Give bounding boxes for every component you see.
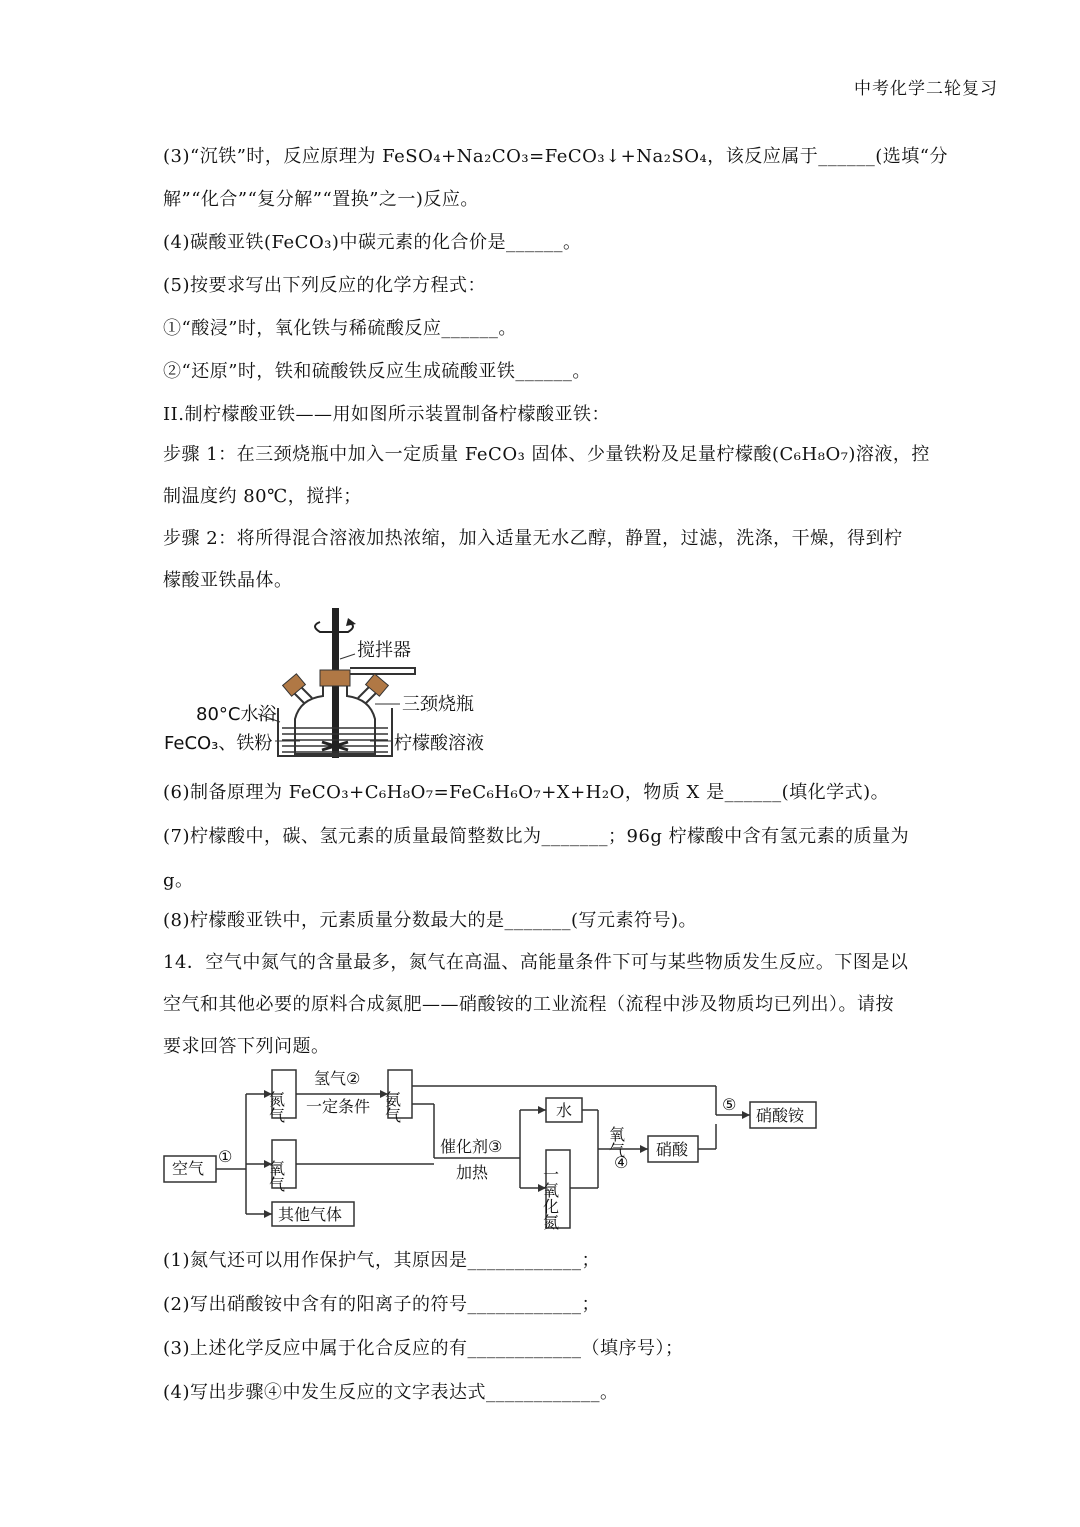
q5-2-line: ②“还原”时，铁和硫酸铁反应生成硫酸亚铁______。 (163, 361, 591, 382)
q7-line-b: g。 (163, 870, 194, 891)
q14-line-b: 空气和其他必要的原料合成氮肥——硝酸铵的工业流程（流程中涉及物质均已列出）。请按 (163, 994, 894, 1015)
step5-label: ⑤ (722, 1095, 737, 1114)
top-stopper (320, 670, 350, 686)
air-label: 空气 (172, 1159, 205, 1178)
stirrer-label: 搅拌器 (357, 640, 411, 661)
o2-label: 氧气 (606, 1126, 626, 1158)
oxygen-label: 氧气 (266, 1160, 286, 1192)
condition-label: 一定条件 (306, 1097, 371, 1116)
q5-line: (5)按要求写出下列反应的化学方程式： (163, 275, 486, 296)
flask-label: 三颈烧瓶 (402, 694, 474, 715)
q14-line-c: 要求回答下列问题。 (163, 1036, 330, 1057)
step1-label: ① (218, 1147, 233, 1166)
ammonia-label: 氨气 (382, 1091, 402, 1123)
no-label: 一氧化氮 (540, 1166, 560, 1230)
other-gas-label: 其他气体 (278, 1205, 343, 1224)
q3-line-b: 解”“化合”“复分解”“置换”之一)反应。 (163, 189, 479, 210)
bath-label: 80°C水浴 (196, 704, 277, 725)
q7-line-a: (7)柠檬酸中，碳、氢元素的质量最简整数比为_______；96g 柠檬酸中含有氢元素的质量为 (163, 826, 910, 847)
q3-line-a: (3)“沉铁”时，反应原理为 FeSO₄+Na₂CO₃=FeCO₃↓+Na₂SO₄，该反应属于______(选填“分 (163, 146, 948, 167)
solids-label: FeCO₃、铁粉 (164, 733, 273, 754)
process-flowchart (160, 1064, 830, 1236)
q14-line-a: 14．空气中氮气的含量最多，氮气在高温、高能量条件下可与某些物质发生反应。下图是以 (163, 952, 909, 973)
sub3-line: (3)上述化学反应中属于化合反应的有____________（填序号）； (163, 1338, 684, 1359)
sub2-line: (2)写出硝酸铵中含有的阳离子的符号____________； (163, 1294, 600, 1315)
part2-heading: II.制柠檬酸亚铁——用如图所示装置制备柠檬酸亚铁： (163, 404, 610, 425)
header-title: 中考化学二轮复习 (854, 79, 998, 99)
nitric-label: 硝酸 (656, 1140, 689, 1159)
step2-line-b: 檬酸亚铁晶体。 (163, 570, 293, 591)
water-label: 水 (556, 1101, 573, 1120)
step1-line-b: 制温度约 80℃，搅拌； (163, 486, 362, 507)
step2-line-a: 步骤 2：将所得混合溶液加热浓缩，加入适量无水乙醇，静置，过滤，洗涤，干燥，得到柠 (163, 528, 903, 549)
apparatus-figure (160, 604, 500, 762)
solution-label: 柠檬酸溶液 (394, 733, 484, 754)
nh4no3-label: 硝酸铵 (756, 1106, 805, 1125)
q6-line: (6)制备原理为 FeCO₃+C₆H₈O₇=FeC₆H₆O₇+X+H₂O，物质 X 是______(填化学式)。 (163, 782, 890, 803)
q8-line: (8)柠檬酸亚铁中，元素质量分数最大的是_______(写元素符号)。 (163, 910, 698, 931)
q4-line: (4)碳酸亚铁(FeCO₃)中碳元素的化合价是______。 (163, 232, 582, 253)
heat-label: 加热 (456, 1163, 489, 1182)
sub4-line: (4)写出步骤④中发生反应的文字表达式____________。 (163, 1382, 619, 1403)
step4-label: ④ (614, 1153, 629, 1172)
sub1-line: (1)氮气还可以用作保护气，其原因是____________； (163, 1250, 600, 1271)
q5-1-line: ①“酸浸”时，氧化铁与稀硫酸反应______。 (163, 318, 517, 339)
step1-line-a: 步骤 1：在三颈烧瓶中加入一定质量 FeCO₃ 固体、少量铁粉及足量柠檬酸(C₆H₈O₇)溶液，控 (163, 444, 930, 465)
nitrogen-label: 氮气 (266, 1091, 286, 1123)
h2-label: 氢气② (314, 1069, 361, 1088)
catalyst-label: 催化剂③ (440, 1137, 503, 1156)
